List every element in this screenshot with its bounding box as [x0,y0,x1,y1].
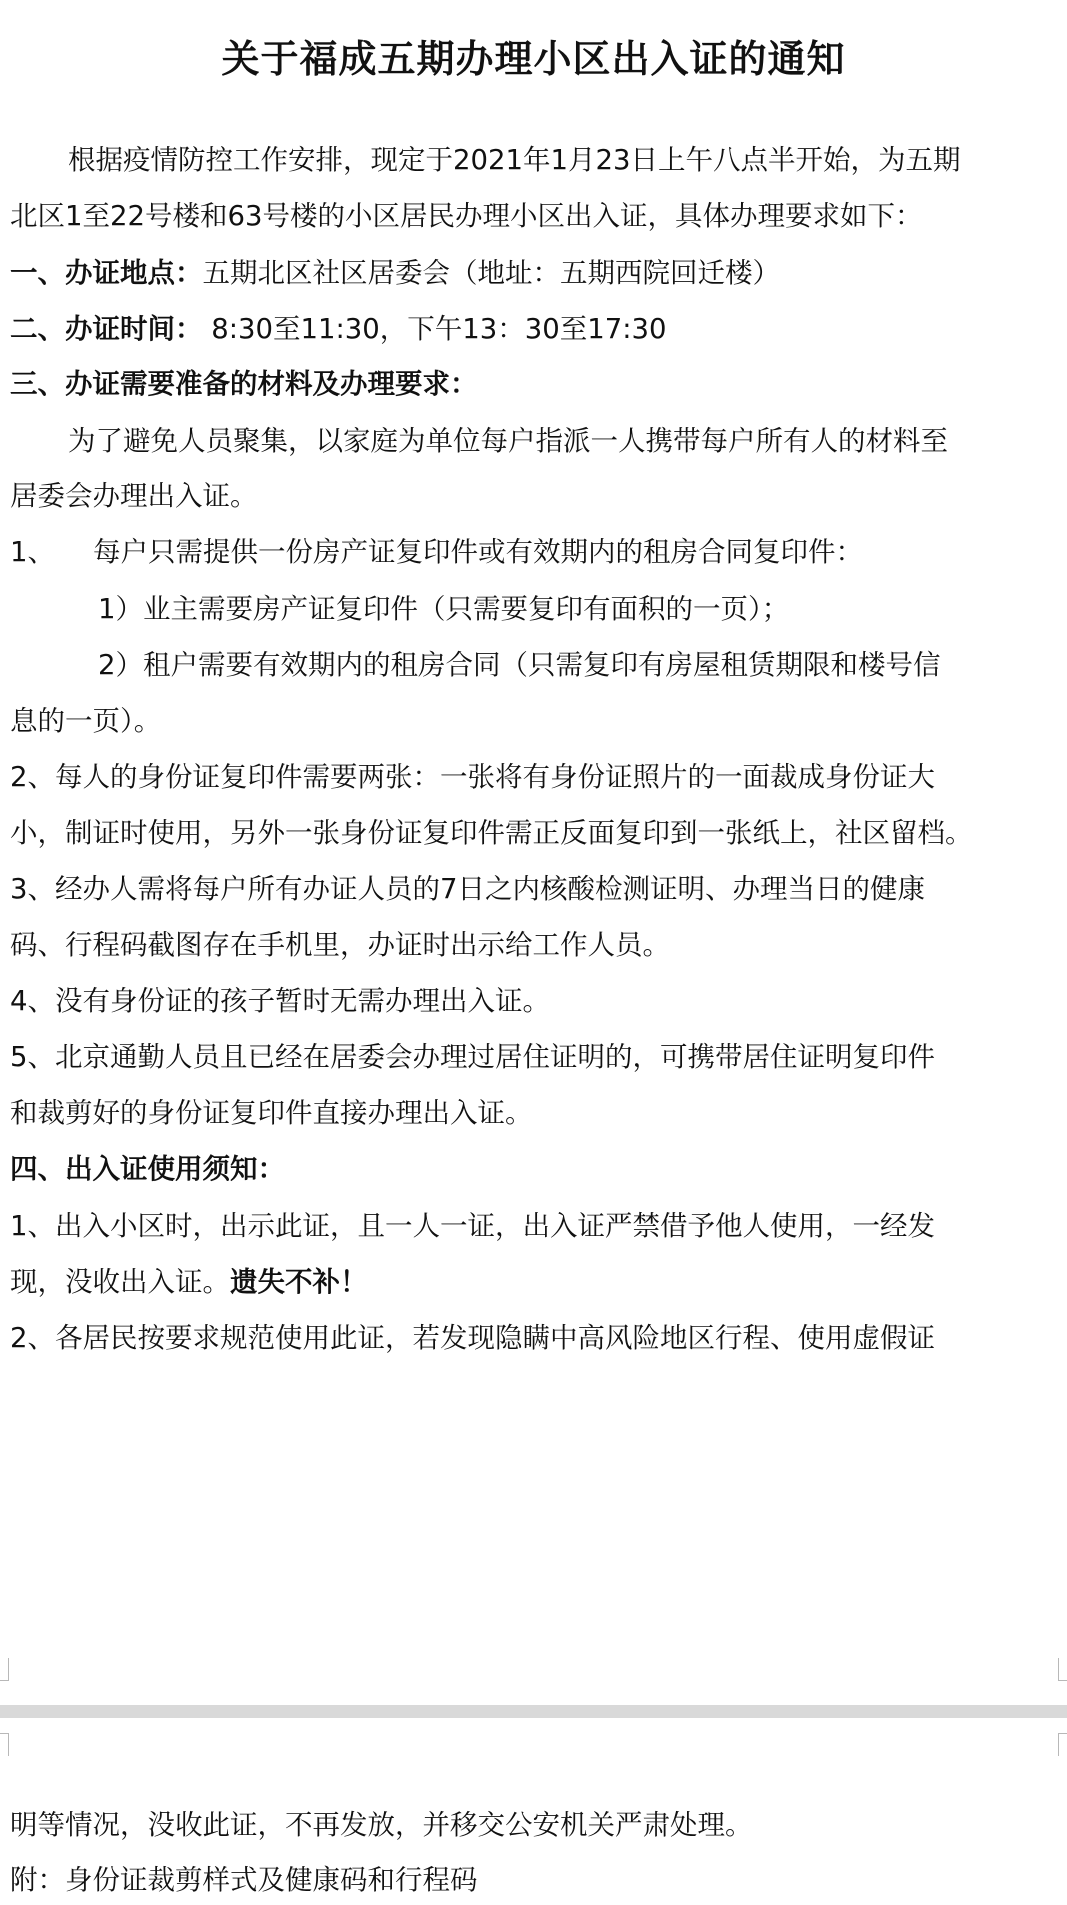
item-1-sub-2-line-1: 2）租户需要有效期内的租房合同（只需复印有房屋租赁期限和楼号信 [98,649,941,681]
item-1-text: 每户只需提供一份房产证复印件或有效期内的租房合同复印件： [93,536,863,568]
item-2-line-2: 小，制证时使用，另外一张身份证复印件需正反面复印到一张纸上，社区留档。 [10,817,973,849]
item-1-sub-1: 1）业主需要房产证复印件（只需要复印有面积的一页）； [98,593,790,625]
intro-line-1: 根据疫情防控工作安排，现定于2021年1月23日上午八点半开始，为五期 [68,144,961,176]
item-1-line [10,532,1060,572]
item-5-line-1: 5、北京通勤人员且已经在居委会办理过居住证明的，可携带居住证明复印件 [10,1041,935,1073]
crop-mark-top-right [1058,1658,1067,1681]
item-3-line-2: 码、行程码截图存在手机里，办证时出示给工作人员。 [10,929,670,961]
time-line [10,309,1060,349]
time-value: 8:30至11:30，下午13：30至17:30 [202,313,667,345]
usage-1-line-2 [10,1262,1060,1302]
usage-1-text: 现，没收出入证。 [10,1266,230,1298]
usage-2-line-1: 2、各居民按要求规范使用此证，若发现隐瞒中高风险地区行程、使用虚假证 [10,1322,935,1354]
intro-line-2: 北区1至22号楼和63号楼的小区居民办理小区出入证，具体办理要求如下： [10,200,923,232]
section-3-para-line-2: 居委会办理出入证。 [10,480,258,512]
item-3-line-1: 3、经办人需将每户所有办证人员的7日之内核酸检测证明、办理当日的健康 [10,873,925,905]
notice-title: 关于福成五期办理小区出入证的通知 [221,37,846,81]
item-1-number: 1、 [10,536,55,568]
crop-mark-top-left [0,1658,9,1681]
time-label: 二、办证时间： [10,313,203,345]
page-break-separator [0,1705,1067,1718]
attachment-note: 附：身份证裁剪样式及健康码和行程码 [10,1864,478,1896]
location-line [10,253,1060,293]
section-3-heading: 三、办证需要准备的材料及办理要求： [10,368,478,400]
section-3-para-line-1: 为了避免人员聚集，以家庭为单位每户指派一人携带每户所有人的材料至 [68,425,948,457]
usage-1-line-1: 1、出入小区时，出示此证，且一人一证，出入证严禁借予他人使用，一经发 [10,1210,935,1242]
usage-2-line-2: 明等情况，没收此证，不再发放，并移交公安机关严肃处理。 [10,1809,753,1841]
crop-mark-bottom-right [1058,1733,1067,1756]
item-2-line-1: 2、每人的身份证复印件需要两张：一张将有身份证照片的一面裁成身份证大 [10,761,935,793]
no-replacement-warning: 遗失不补！ [230,1266,368,1298]
item-1-sub-2-line-2: 息的一页）。 [10,705,162,737]
item-5-line-2: 和裁剪好的身份证复印件直接办理出入证。 [10,1097,533,1129]
location-label: 一、办证地点： [10,257,203,289]
section-4-heading: 四、出入证使用须知： [10,1153,285,1185]
crop-mark-bottom-left [0,1733,9,1756]
location-value: 五期北区社区居委会（地址：五期西院回迁楼） [202,257,780,289]
item-4-line: 4、没有身份证的孩子暂时无需办理出入证。 [10,985,550,1017]
